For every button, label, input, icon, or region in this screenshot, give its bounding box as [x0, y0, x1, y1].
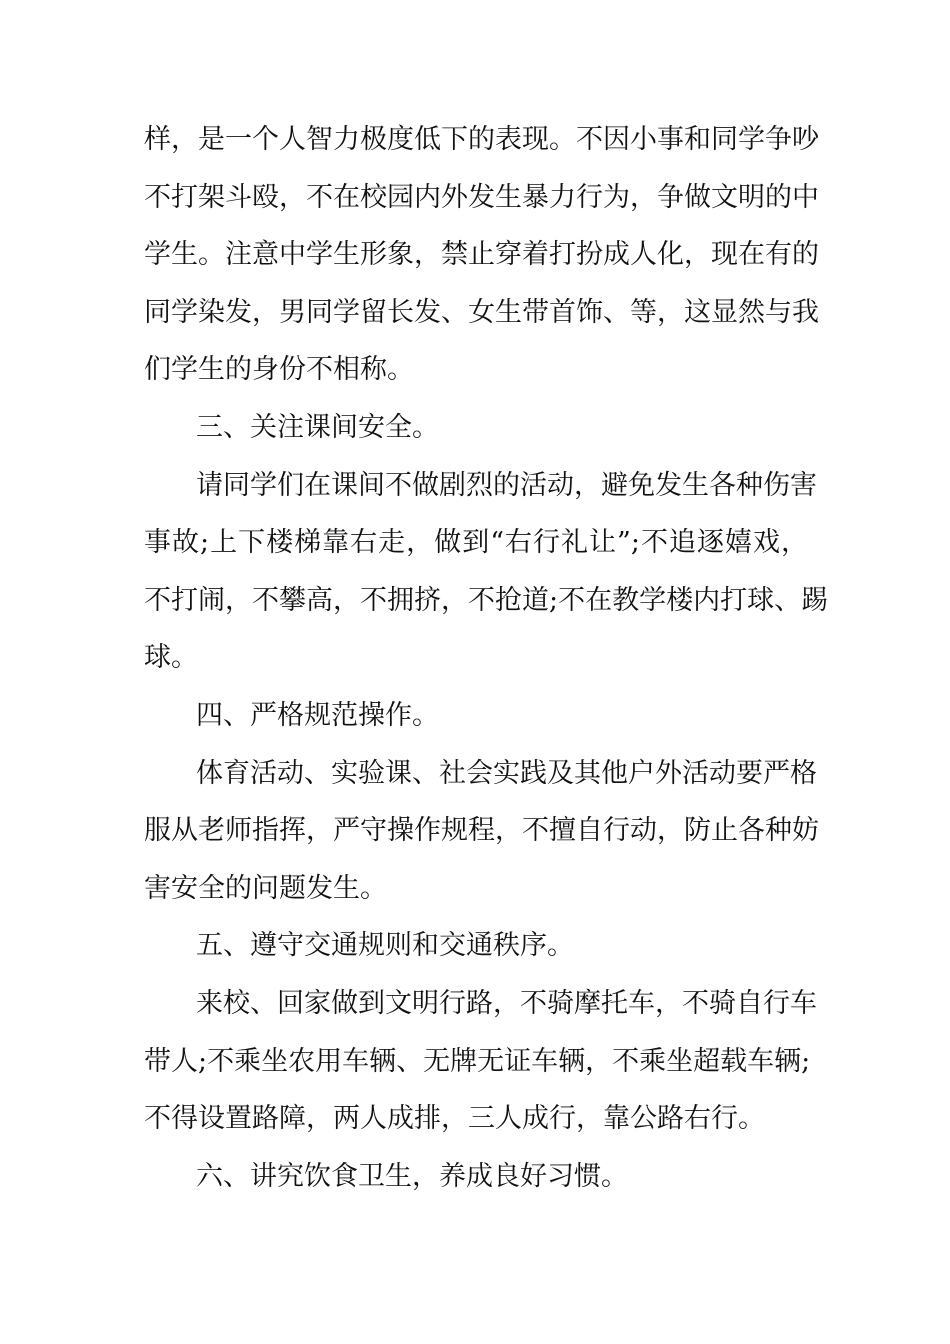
text-line: 同学染发，男同学留长发、女生带首饰、等，这显然与我 [144, 296, 819, 328]
section-heading: 三、关注课间安全。 [196, 411, 439, 443]
text-line: 们学生的身份不相称。 [144, 354, 414, 386]
text-line: 服从老师指挥，严守操作规程，不擅自行动，防止各种妨 [144, 815, 819, 847]
text-line: 带人;不乘坐农用车辆、无牌无证车辆，不乘坐超载车辆; [144, 1045, 811, 1077]
text-line: 请同学们在课间不做剧烈的活动，避免发生各种伤害 [196, 469, 817, 501]
text-line: 学生。注意中学生形象，禁止穿着打扮成人化，现在有的 [144, 239, 819, 271]
text-line: 事故;上下楼梯靠右走，做到“右行礼让”;不追逐嬉戏， [144, 527, 808, 559]
text-line: 不得设置路障，两人成排，三人成行，靠公路右行。 [144, 1103, 765, 1135]
text-line: 不打闹，不攀高，不拥挤，不抢道;不在教学楼内打球、踢 [144, 584, 829, 616]
section-heading: 四、严格规范操作。 [196, 699, 439, 731]
text-line: 体育活动、实验课、社会实践及其他户外活动要严格 [196, 757, 817, 789]
section-heading: 六、讲究饮食卫生，养成良好习惯。 [196, 1160, 628, 1192]
text-line: 来校、回家做到文明行路，不骑摩托车，不骑自行车 [196, 987, 817, 1019]
text-line: 害安全的问题发生。 [144, 872, 387, 904]
section-heading: 五、遵守交通规则和交通秩序。 [196, 930, 574, 962]
text-line: 样，是一个人智力极度低下的表现。不因小事和同学争吵 [144, 124, 819, 155]
text-line: 球。 [144, 642, 198, 674]
document-body [144, 111, 829, 1205]
text-line: 不打架斗殴，不在校园内外发生暴力行为，争做文明的中 [144, 181, 819, 213]
